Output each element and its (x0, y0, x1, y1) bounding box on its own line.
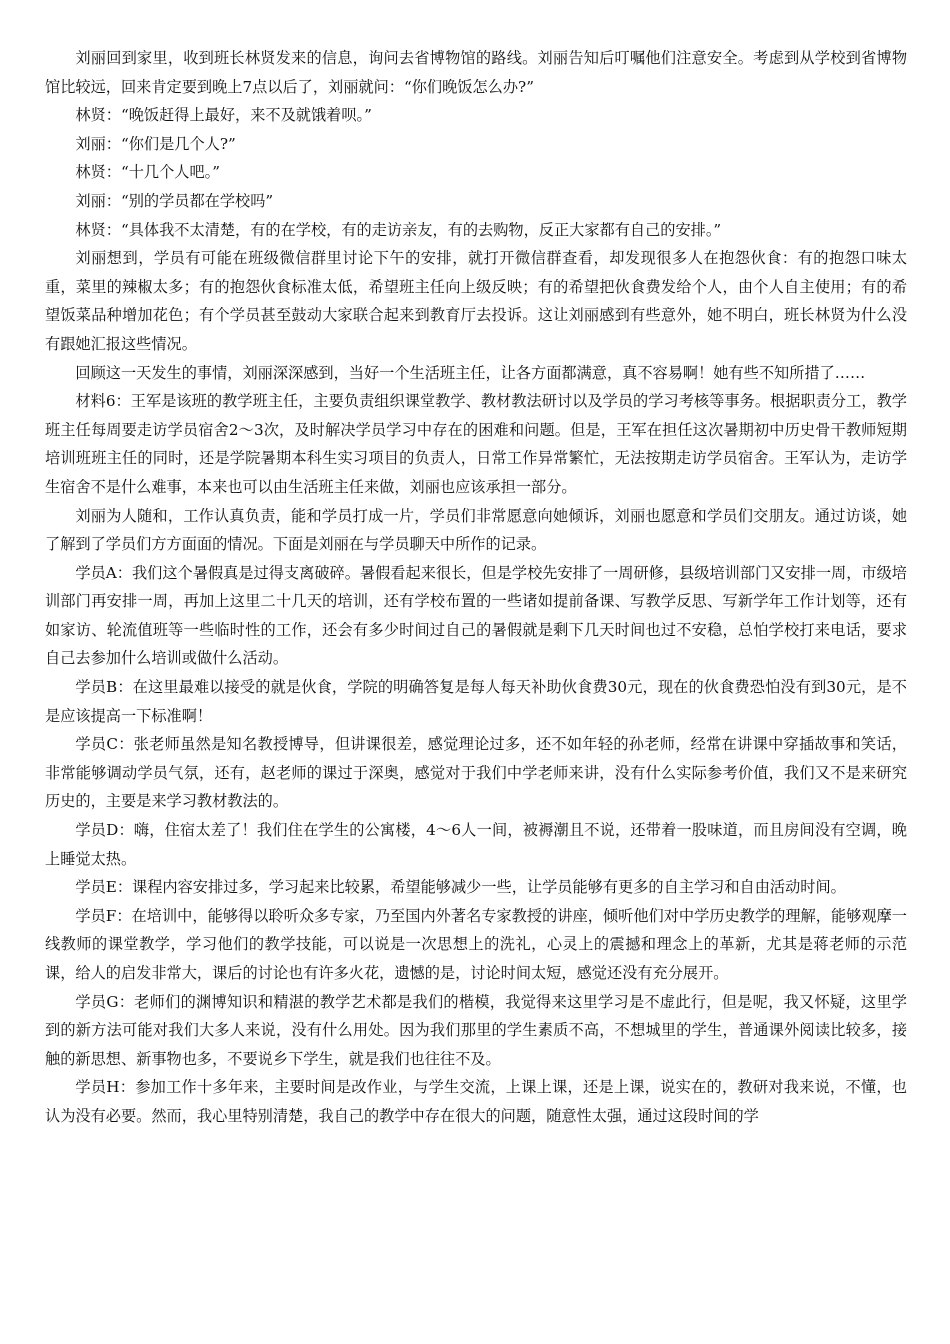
student-remark-g: 学员G：老师们的渊博知识和精湛的教学艺术都是我们的楷模，我觉得来这里学习是不虚此行，但是呢，我又怀疑，这里学到的新方法可能对我们大多人来说，没有什么用处。因为我们那里的学生素质不高，不想城里的学生，普通课外阅读比较多，接触的新思想、新事物也多，不要说乡下学生，就是我们也往往不及。 (45, 992, 907, 1068)
dialogue-line: 刘丽：“别的学员都在学校吗” (75, 191, 274, 210)
student-remark-b: 学员B：在这里最难以接受的就是伙食，学院的明确答复是每人每天补助伙食费30元，现在的伙食费恐怕没有到30元，是不是应该提高一下标准啊！ (45, 678, 907, 725)
paragraph-material-6: 材料6：王军是该班的教学班主任，主要负责组织课堂教学、教材教法研讨以及学员的学习考核等事务。根据职责分工，教学班主任每周要走访学员宿舍2～3次，及时解决学员学习中存在的困难和问题。但是，王军在担任这次暑期初中历史骨干教师短期培训班班主任的同时，还是学院暑期本科生实习项目的负责人，日常工作异常繁忙，无法按期走访学员宿舍。王军认为，走访学生宿舍不是什么难事，本来也可以由生活班主任来做，刘丽也应该承担一部分。 (45, 392, 907, 496)
student-remark-e: 学员E：课程内容安排过多，学习起来比较累，希望能够减少一些，让学员能够有更多的自主学习和自由活动时间。 (75, 878, 846, 897)
paragraph-reflection: 回顾这一天发生的事情，刘丽深深感到，当好一个生活班主任，让各方面都满意，真不容易啊！她有些不知所措了…… (75, 363, 866, 382)
dialogue-line: 林贤：“晚饭赶得上最好，来不及就饿着呗。” (75, 106, 372, 125)
dialogue-line: 刘丽：“你们是几个人?” (75, 134, 236, 153)
dialogue-line: 林贤：“具体我不太清楚，有的在学校，有的走访亲友，有的去购物，反正大家都有自己的安排。” (75, 220, 722, 239)
student-remark-d: 学员D：嗨，住宿太差了！我们住在学生的公寓楼，4～6人一间，被褥潮且不说，还带着一股味道，而且房间没有空调，晚上睡觉太热。 (45, 821, 907, 868)
dialogue-line: 林贤：“十几个人吧。” (75, 163, 221, 182)
student-remark-c: 学员C：张老师虽然是知名教授博导，但讲课很差，感觉理论过多，还不如年轻的孙老师，经常在讲课中穿插故事和笑话，非常能够调动学员气氛，还有，赵老师的课过于深奥，感觉对于我们中学老师来讲，没有什么实际参考价值，我们又不是来研究历史的，主要是来学习教材教法的。 (45, 735, 907, 811)
student-remark-a: 学员A：我们这个暑假真是过得支离破碎。暑假看起来很长，但是学校先安排了一周研修，县级培训部门又安排一周，市级培训部门再安排一周，再加上这里二十几天的培训，还有学校布置的一些诸如提前备课、写教学反思、写新学年工作计划等，还有如家访、轮流值班等一些临时性的工作，还会有多少时间过自己的暑假就是剩下几天时间也过不安稳，总怕学校打来电话，要求自己去参加什么培训或做什么活动。 (45, 563, 907, 668)
document-page (45, 44, 907, 1131)
student-remark-f: 学员F：在培训中，能够得以聆听众多专家，乃至国内外著名专家教授的讲座，倾听他们对中学历史教学的理解，能够观摩一线教师的课堂教学，学习他们的教学技能，可以说是一次思想上的洗礼，心灵上的震撼和理念上的革新，尤其是蒋老师的示范课，给人的启发非常大，课后的讨论也有许多火花，遗憾的是，讨论时间太短，感觉还没有充分展开。 (45, 906, 907, 982)
student-remark-h: 学员H：参加工作十多年来，主要时间是改作业，与学生交流，上课上课，还是上课，说实在的，教研对我来说，不懂，也认为没有必要。然而，我心里特别清楚，我自己的教学中存在很大的问题，随意性太强，通过这段时间的学 (45, 1078, 907, 1125)
paragraph-interviews: 刘丽为人随和，工作认真负责，能和学员打成一片，学员们非常愿意向她倾诉，刘丽也愿意和学员们交朋友。通过访谈，她了解到了学员们方方面面的情况。下面是刘丽在与学员聊天中所作的记录。 (45, 506, 907, 554)
paragraph-wechat-group: 刘丽想到，学员有可能在班级微信群里讨论下午的安排，就打开微信群查看，却发现很多人在抱怨伙食：有的抱怨口味太重，菜里的辣椒太多；有的抱怨伙食标准太低，希望班主任向上级反映；有的希望把伙食费发给个人，由个人自主使用；有的希望饭菜品种增加花色；有个学员甚至鼓动大家联合起来到教育厅去投诉。这让刘丽感到有些意外，她不明白，班长林贤为什么没有跟她汇报这些情况。 (45, 249, 907, 353)
paragraph-intro: 刘丽回到家里，收到班长林贤发来的信息，询问去省博物馆的路线。刘丽告知后叮嘱他们注意安全。考虑到从学校到省博物馆比较远，回来肯定要到晚上7点以后了，刘丽就问：“你们晚饭怎么办?” (45, 49, 907, 96)
